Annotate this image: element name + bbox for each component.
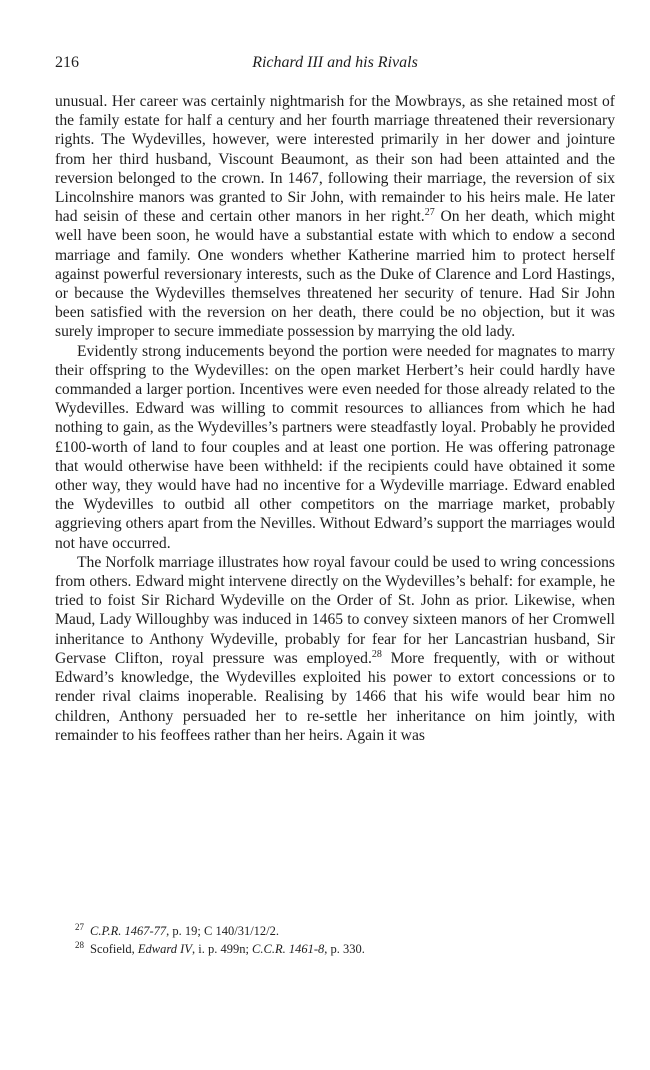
- footnote-citation-lead: Scofield,: [90, 942, 138, 956]
- text-run: The Norfolk marriage illustrates how royal favour could be used to wring concessions from others. Edward might intervene directly on the Wydevilles’s behalf: for example, he tried to foist Sir Richard Wydeville on the Order of St. John as prior. Likewise, when Maud, Lady Willoughby was induced in 1465 to convey sixteen manors of her Cromwell inheritance to Anthony Wydeville, probably for fear for her Lancastrian husband, Sir Gervase Clifton, royal pressure was employed.: [55, 553, 615, 667]
- page: [55, 54, 615, 745]
- body-text: [55, 92, 615, 745]
- footnote-citation-title: C.C.R. 1461-8: [252, 942, 325, 956]
- footnote-ref-27: 27: [424, 207, 435, 219]
- footnote-citation-middle: , i. p. 499n;: [191, 942, 253, 956]
- footnote-ref-28: 28: [371, 648, 382, 660]
- footnote-citation-rest: , p. 19; C 140/31/12/2.: [166, 924, 280, 938]
- running-head: [55, 54, 615, 80]
- paragraph-1: [55, 92, 615, 342]
- footnote-28: [55, 940, 615, 958]
- footnotes: [55, 922, 615, 958]
- footnote-citation-title: C.P.R. 1467-77: [90, 924, 167, 938]
- paragraph-2: Evidently strong inducements beyond the portion were needed for magnates to marry their offspring to the Wydevilles: on the open market Herbert’s heir could hardly have commanded a larger portion. Incentives were even needed for those already related to the Wydevilles. Edward was willing to commit resources to alliances from which he had nothing to gain, as the Wydevilles’s partners were steadfastly loyal. Probably he provided £100-worth of land to four couples and at least one portion. He was offering patronage that would otherwise have been withheld: if the recipients could have obtained it some other way, they would have had no incentive for a Wydeville marriage. Edward enabled the Wydevilles to outbid all other competitors on the marriage market, probably aggrieving others apart from the Nevilles. Without Edward’s support the marriages would not have occurred.: [55, 342, 615, 552]
- footnote-mark: 27: [75, 922, 84, 932]
- text-run: On her death, which might well have been soon, he would have a substantial estate with which to endow a second marriage and family. One wonders whether Katherine married him to protect herself against powerful reversionary interests, such as the Duke of Clarence and Lord Hastings, or because the Wydevilles themselves threatened her security of tenure. Had Sir John been satisfied with the reversion on her death, there could be no objection, but it was surely improper to secure immediate possession by marrying the old lady.: [55, 208, 615, 341]
- text-run: unusual. Her career was certainly nightmarish for the Mowbrays, as she retained most of the family estate for half a century and her fourth marriage threatened their reversionary rights. The Wydevilles, however, were interested primarily in her dower and jointure from her third husband, Viscount Beaumont, as their son had been attainted and the reversion belonged to the crown. In 1467, following their marriage, the reversion of six Lincolnshire manors was granted to Sir John, with remainder to his heirs male. He later had seisin of these and certain other manors in her right.: [55, 93, 615, 226]
- running-title: Richard III and his Rivals: [252, 54, 418, 71]
- footnote-27: [55, 922, 615, 940]
- page-number: 216: [55, 54, 79, 71]
- footnote-citation-title: Edward IV: [137, 942, 192, 956]
- footnote-mark: 28: [75, 940, 84, 950]
- footnote-citation-rest: , p. 330.: [324, 942, 365, 956]
- paragraph-3: [55, 553, 615, 745]
- text-run: More frequently, with or without Edward’s knowledge, the Wydevilles exploited his power to extort concessions or to render rival claims inoperable. Realising by 1466 that his wife would bear him no children, Anthony persuaded her to re-settle her inheritance on him jointly, with remainder to his feoffees rather than her heirs. Again it was: [55, 649, 615, 744]
